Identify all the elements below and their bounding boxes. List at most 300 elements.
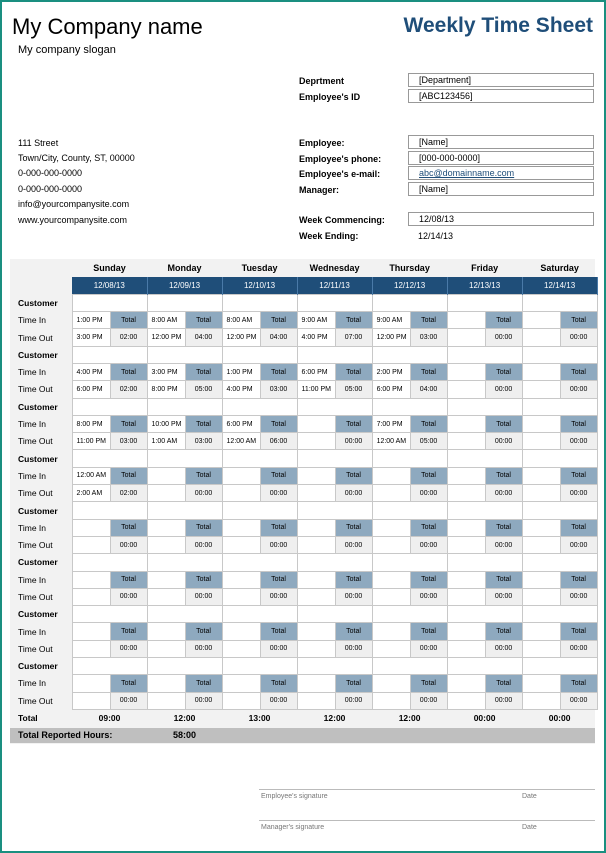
time-out-input[interactable]	[222, 640, 260, 657]
duration-cell: 03:00	[185, 433, 222, 450]
total-reported-value: 58:00	[173, 730, 197, 740]
duration-cell: 00:00	[335, 640, 372, 657]
time-in-input[interactable]	[72, 519, 110, 536]
time-in-input[interactable]	[522, 363, 560, 380]
time-in-label: Time In	[18, 315, 47, 326]
time-out-input[interactable]	[372, 485, 410, 502]
time-out-input[interactable]: 1:00 AM	[147, 433, 185, 450]
total-label-cell: Total	[485, 363, 522, 380]
customer-input[interactable]	[72, 502, 147, 519]
customer-input[interactable]	[72, 606, 147, 623]
time-out-input[interactable]: 6:00 PM	[72, 381, 110, 398]
customer-input[interactable]	[222, 658, 297, 675]
time-out-input[interactable]	[522, 640, 560, 657]
total-label-cell: Total	[185, 363, 222, 380]
duration-cell: 00:00	[185, 640, 222, 657]
total-label-cell: Total	[485, 675, 522, 692]
customer-input[interactable]	[372, 346, 447, 363]
day-name-4: Thursday	[389, 263, 430, 273]
customer-input[interactable]	[147, 346, 222, 363]
time-in-input[interactable]	[372, 519, 410, 536]
duration-cell: 00:00	[410, 536, 447, 553]
customer-input[interactable]	[522, 294, 597, 311]
employee-id-field[interactable]: [ABC123456]	[408, 89, 594, 103]
customer-input[interactable]	[447, 606, 522, 623]
time-in-input[interactable]	[372, 675, 410, 692]
timesheet-table	[10, 259, 598, 727]
customer-input[interactable]	[297, 294, 372, 311]
customer-input[interactable]	[372, 294, 447, 311]
time-in-input[interactable]	[372, 623, 410, 640]
email-field[interactable]	[408, 166, 594, 180]
customer-input[interactable]	[522, 346, 597, 363]
time-in-input[interactable]: 8:00 PM	[72, 415, 110, 432]
time-in-input[interactable]: 1:00 PM	[72, 312, 110, 329]
time-out-label: Time Out	[18, 591, 53, 602]
customer-input[interactable]	[447, 346, 522, 363]
time-in-row	[10, 519, 597, 536]
time-out-input[interactable]	[447, 485, 485, 502]
customer-input[interactable]	[447, 450, 522, 467]
time-in-input[interactable]	[297, 675, 335, 692]
duration-cell: 00:00	[485, 536, 522, 553]
time-out-input[interactable]	[72, 536, 110, 553]
company-name: My Company name	[12, 14, 203, 39]
total-label-cell: Total	[110, 519, 147, 536]
company-phone: 0-000-000-0000	[18, 168, 83, 178]
duration-cell: 00:00	[560, 588, 597, 605]
time-out-input[interactable]	[147, 692, 185, 709]
customer-row	[10, 398, 597, 415]
daily-total-0: 09:00	[98, 713, 121, 724]
time-out-input[interactable]	[72, 640, 110, 657]
customer-input[interactable]	[72, 346, 147, 363]
week-ending-label: Week Ending:	[299, 231, 359, 241]
time-in-input[interactable]	[372, 571, 410, 588]
duration-cell: 03:00	[110, 433, 147, 450]
duration-cell: 00:00	[110, 692, 147, 709]
time-out-input[interactable]	[372, 536, 410, 553]
time-out-row	[10, 485, 597, 502]
time-in-input[interactable]	[522, 571, 560, 588]
total-label-cell: Total	[335, 467, 372, 484]
time-in-input[interactable]	[522, 519, 560, 536]
time-in-input[interactable]	[522, 312, 560, 329]
total-label-cell: Total	[260, 363, 297, 380]
customer-input[interactable]	[72, 554, 147, 571]
customer-input[interactable]	[447, 554, 522, 571]
time-out-input[interactable]: 12:00 PM	[222, 329, 260, 346]
duration-cell: 00:00	[485, 588, 522, 605]
time-out-input[interactable]	[522, 485, 560, 502]
duration-cell: 00:00	[110, 536, 147, 553]
total-label-cell: Total	[335, 415, 372, 432]
time-in-input[interactable]	[447, 623, 485, 640]
customer-input[interactable]	[522, 502, 597, 519]
time-out-row	[10, 692, 597, 709]
time-in-input[interactable]	[297, 467, 335, 484]
customer-row	[10, 450, 597, 467]
customer-label: Customer	[18, 453, 58, 464]
duration-cell: 00:00	[560, 329, 597, 346]
time-in-row	[10, 467, 597, 484]
time-out-input[interactable]	[222, 485, 260, 502]
customer-input[interactable]	[447, 398, 522, 415]
time-in-input[interactable]: 4:00 PM	[72, 363, 110, 380]
manager-field[interactable]: [Name]	[408, 182, 594, 196]
total-label-cell: Total	[410, 623, 447, 640]
total-label-cell: Total	[260, 623, 297, 640]
time-out-input[interactable]	[522, 536, 560, 553]
customer-input[interactable]	[447, 658, 522, 675]
time-in-input[interactable]: 3:00 PM	[147, 363, 185, 380]
time-out-label: Time Out	[18, 540, 53, 551]
time-in-input[interactable]	[447, 363, 485, 380]
email-label: Employee's e-mail:	[299, 169, 381, 179]
total-label-cell: Total	[185, 675, 222, 692]
time-in-input[interactable]: 1:00 PM	[222, 363, 260, 380]
total-label-cell: Total	[560, 623, 597, 640]
time-out-label: Time Out	[18, 488, 53, 499]
total-label-cell: Total	[410, 415, 447, 432]
customer-label: Customer	[18, 661, 58, 672]
customer-input[interactable]	[222, 346, 297, 363]
time-out-input[interactable]: 8:00 PM	[147, 381, 185, 398]
department-field[interactable]: [Department]	[408, 73, 594, 87]
duration-cell: 00:00	[485, 381, 522, 398]
duration-cell: 00:00	[560, 692, 597, 709]
customer-input[interactable]	[297, 398, 372, 415]
customer-input[interactable]	[147, 450, 222, 467]
time-out-input[interactable]	[297, 485, 335, 502]
corner-cell	[10, 277, 72, 294]
day-name-5: Friday	[471, 263, 499, 273]
duration-cell: 00:00	[410, 485, 447, 502]
phone-label: Employee's phone:	[299, 154, 382, 164]
customer-input[interactable]	[297, 502, 372, 519]
time-in-input[interactable]: 8:00 AM	[222, 312, 260, 329]
customer-input[interactable]	[72, 398, 147, 415]
customer-input[interactable]	[147, 606, 222, 623]
time-out-label: Time Out	[18, 643, 53, 654]
daily-total-5: 00:00	[473, 713, 496, 724]
time-in-input[interactable]	[147, 467, 185, 484]
time-in-input[interactable]: 9:00 AM	[372, 312, 410, 329]
customer-row	[10, 554, 597, 571]
total-label-cell: Total	[335, 675, 372, 692]
time-in-input[interactable]	[297, 571, 335, 588]
time-out-input[interactable]	[72, 588, 110, 605]
time-in-input[interactable]	[222, 623, 260, 640]
customer-input[interactable]	[372, 502, 447, 519]
company-slogan: My company slogan	[18, 44, 116, 56]
time-out-input[interactable]	[522, 692, 560, 709]
duration-cell: 04:00	[260, 329, 297, 346]
time-out-input[interactable]	[447, 536, 485, 553]
customer-input[interactable]	[372, 658, 447, 675]
time-out-input[interactable]	[222, 588, 260, 605]
customer-label: Customer	[18, 401, 58, 412]
customer-row	[10, 606, 597, 623]
time-out-label: Time Out	[18, 384, 53, 395]
time-out-input[interactable]: 12:00 PM	[147, 329, 185, 346]
total-label-cell: Total	[185, 415, 222, 432]
day-name-3: Wednesday	[309, 263, 360, 273]
time-in-input[interactable]	[72, 623, 110, 640]
time-in-input[interactable]	[297, 415, 335, 432]
phone-field[interactable]: [000-000-0000]	[408, 151, 594, 165]
daily-total-3: 12:00	[323, 713, 346, 724]
total-label-cell: Total	[260, 467, 297, 484]
total-label-cell: Total	[560, 415, 597, 432]
time-in-input[interactable]	[447, 312, 485, 329]
customer-input[interactable]	[522, 450, 597, 467]
total-label-cell: Total	[260, 571, 297, 588]
time-in-input[interactable]	[522, 675, 560, 692]
customer-input[interactable]	[522, 554, 597, 571]
total-label-cell: Total	[260, 415, 297, 432]
time-out-row	[10, 640, 597, 657]
time-in-row	[10, 675, 597, 692]
time-out-input[interactable]	[297, 433, 335, 450]
time-in-label: Time In	[18, 626, 47, 637]
time-in-input[interactable]	[447, 415, 485, 432]
time-out-input[interactable]	[222, 692, 260, 709]
customer-input[interactable]	[222, 606, 297, 623]
total-label-cell: Total	[110, 363, 147, 380]
document-title: Weekly Time Sheet	[403, 14, 593, 37]
daily-total-row	[10, 709, 597, 726]
total-label-cell: Total	[185, 519, 222, 536]
total-label-cell: Total	[335, 363, 372, 380]
week-commencing-field[interactable]: 12/08/13	[408, 212, 594, 226]
customer-input[interactable]	[147, 502, 222, 519]
total-label-cell: Total	[410, 467, 447, 484]
employee-signature-label: Employee's signature	[261, 793, 328, 800]
company-city: Town/City, County, ST, 00000	[18, 153, 135, 163]
customer-input[interactable]	[147, 658, 222, 675]
total-label-cell: Total	[260, 519, 297, 536]
total-label-cell: Total	[185, 623, 222, 640]
time-in-input[interactable]	[447, 675, 485, 692]
time-in-input[interactable]	[447, 571, 485, 588]
time-out-input[interactable]	[447, 692, 485, 709]
customer-input[interactable]	[372, 554, 447, 571]
time-out-input[interactable]	[522, 381, 560, 398]
time-out-input[interactable]	[447, 640, 485, 657]
customer-input[interactable]	[522, 658, 597, 675]
company-email: info@yourcompanysite.com	[18, 199, 130, 209]
time-in-input[interactable]: 2:00 PM	[372, 363, 410, 380]
time-out-input[interactable]	[447, 329, 485, 346]
customer-input[interactable]	[147, 294, 222, 311]
time-out-input[interactable]	[372, 588, 410, 605]
time-out-input[interactable]	[522, 588, 560, 605]
customer-input[interactable]	[147, 398, 222, 415]
time-in-input[interactable]	[297, 623, 335, 640]
time-out-input[interactable]	[222, 536, 260, 553]
customer-input[interactable]	[222, 398, 297, 415]
time-in-input[interactable]	[222, 519, 260, 536]
time-in-input[interactable]	[297, 519, 335, 536]
time-out-input[interactable]: 2:00 AM	[72, 485, 110, 502]
customer-label: Customer	[18, 505, 58, 516]
duration-cell: 00:00	[335, 692, 372, 709]
total-label-cell: Total	[560, 312, 597, 329]
time-in-input[interactable]: 6:00 PM	[222, 415, 260, 432]
day-header-row	[10, 259, 597, 277]
customer-input[interactable]	[222, 502, 297, 519]
time-in-input[interactable]	[447, 467, 485, 484]
duration-cell: 00:00	[560, 640, 597, 657]
time-in-input[interactable]	[222, 467, 260, 484]
manager-signature-line	[259, 820, 595, 821]
time-out-input[interactable]	[297, 640, 335, 657]
duration-cell: 02:00	[110, 485, 147, 502]
time-in-input[interactable]: 7:00 PM	[372, 415, 410, 432]
time-out-label: Time Out	[18, 695, 53, 706]
day-name-2: Tuesday	[241, 263, 278, 273]
day-date-1: 12/09/13	[147, 277, 222, 294]
time-in-input[interactable]	[522, 415, 560, 432]
customer-input[interactable]	[522, 606, 597, 623]
total-label-cell: Total	[335, 312, 372, 329]
time-in-input[interactable]: 6:00 PM	[297, 363, 335, 380]
total-reported-label: Total Reported Hours:	[18, 730, 113, 740]
time-in-input[interactable]: 10:00 PM	[147, 415, 185, 432]
customer-input[interactable]	[72, 294, 147, 311]
duration-cell: 00:00	[485, 433, 522, 450]
customer-input[interactable]	[522, 398, 597, 415]
time-out-input[interactable]	[372, 640, 410, 657]
employee-field[interactable]: [Name]	[408, 135, 594, 149]
customer-input[interactable]	[297, 554, 372, 571]
duration-cell: 00:00	[560, 536, 597, 553]
time-out-input[interactable]: 12:00 AM	[372, 433, 410, 450]
customer-input[interactable]	[447, 502, 522, 519]
customer-input[interactable]	[222, 450, 297, 467]
time-in-input[interactable]	[147, 675, 185, 692]
manager-signature-label: Manager's signature	[261, 824, 325, 831]
time-out-input[interactable]	[447, 588, 485, 605]
customer-input[interactable]	[222, 554, 297, 571]
time-in-input[interactable]	[72, 571, 110, 588]
customer-label: Customer	[18, 297, 58, 308]
time-out-input[interactable]: 4:00 PM	[222, 381, 260, 398]
total-label-cell: Total	[410, 312, 447, 329]
customer-input[interactable]	[222, 294, 297, 311]
customer-input[interactable]	[372, 606, 447, 623]
customer-input[interactable]	[297, 658, 372, 675]
duration-cell: 00:00	[410, 640, 447, 657]
time-in-input[interactable]	[447, 519, 485, 536]
time-out-input[interactable]: 12:00 AM	[222, 433, 260, 450]
time-out-input[interactable]	[147, 640, 185, 657]
time-out-input[interactable]	[522, 329, 560, 346]
time-in-input[interactable]	[147, 571, 185, 588]
time-in-input[interactable]	[372, 467, 410, 484]
time-in-row	[10, 415, 597, 432]
time-in-input[interactable]: 8:00 AM	[147, 312, 185, 329]
day-date-2: 12/10/13	[222, 277, 297, 294]
total-label-cell: Total	[110, 415, 147, 432]
time-out-label: Time Out	[18, 436, 53, 447]
time-in-input[interactable]	[522, 467, 560, 484]
time-out-input[interactable]: 12:00 PM	[372, 329, 410, 346]
time-in-input[interactable]: 9:00 AM	[297, 312, 335, 329]
customer-input[interactable]	[372, 398, 447, 415]
email-link[interactable]: abc@domainname.com	[419, 168, 515, 178]
time-out-input[interactable]	[147, 536, 185, 553]
duration-cell: 06:00	[260, 433, 297, 450]
time-in-label: Time In	[18, 419, 47, 430]
time-out-input[interactable]	[447, 381, 485, 398]
time-out-input[interactable]: 6:00 PM	[372, 381, 410, 398]
time-in-input[interactable]	[72, 675, 110, 692]
time-out-input[interactable]	[447, 433, 485, 450]
duration-cell: 00:00	[260, 692, 297, 709]
time-out-input[interactable]: 3:00 PM	[72, 329, 110, 346]
time-out-input[interactable]: 11:00 PM	[72, 433, 110, 450]
time-out-input[interactable]	[372, 692, 410, 709]
customer-input[interactable]	[147, 554, 222, 571]
time-in-input[interactable]	[147, 623, 185, 640]
time-in-input[interactable]: 12:00 AM	[72, 467, 110, 484]
customer-input[interactable]	[297, 346, 372, 363]
duration-cell: 00:00	[335, 433, 372, 450]
total-label-cell: Total	[485, 467, 522, 484]
time-out-input[interactable]: 11:00 PM	[297, 381, 335, 398]
time-out-input[interactable]	[522, 433, 560, 450]
time-out-input[interactable]	[72, 692, 110, 709]
time-in-input[interactable]	[222, 675, 260, 692]
duration-cell: 00:00	[260, 536, 297, 553]
customer-input[interactable]	[297, 450, 372, 467]
time-out-input[interactable]	[147, 485, 185, 502]
time-in-label: Time In	[18, 522, 47, 533]
time-out-input[interactable]	[297, 588, 335, 605]
duration-cell: 00:00	[410, 692, 447, 709]
customer-input[interactable]	[372, 450, 447, 467]
time-out-label: Time Out	[18, 332, 53, 343]
time-out-input[interactable]	[147, 588, 185, 605]
total-label-cell: Total	[185, 571, 222, 588]
customer-input[interactable]	[447, 294, 522, 311]
employee-date-label: Date	[522, 793, 537, 800]
customer-input[interactable]	[72, 658, 147, 675]
week-ending-value: 12/14/13	[418, 231, 454, 241]
department-label: Deprtment	[299, 76, 345, 86]
time-out-input[interactable]	[297, 692, 335, 709]
total-label-cell: Total	[110, 675, 147, 692]
daily-total-4: 12:00	[398, 713, 421, 724]
customer-input[interactable]	[72, 450, 147, 467]
time-in-input[interactable]	[222, 571, 260, 588]
employee-label: Employee:	[299, 138, 345, 148]
customer-input[interactable]	[297, 606, 372, 623]
total-label-cell: Total	[110, 623, 147, 640]
duration-cell: 05:00	[410, 433, 447, 450]
time-in-input[interactable]	[147, 519, 185, 536]
time-in-input[interactable]	[522, 623, 560, 640]
total-label-cell: Total	[485, 519, 522, 536]
time-out-row	[10, 536, 597, 553]
total-label-cell: Total	[185, 467, 222, 484]
total-label-cell: Total	[485, 571, 522, 588]
time-out-input[interactable]: 4:00 PM	[297, 329, 335, 346]
duration-cell: 05:00	[185, 381, 222, 398]
time-out-input[interactable]	[297, 536, 335, 553]
